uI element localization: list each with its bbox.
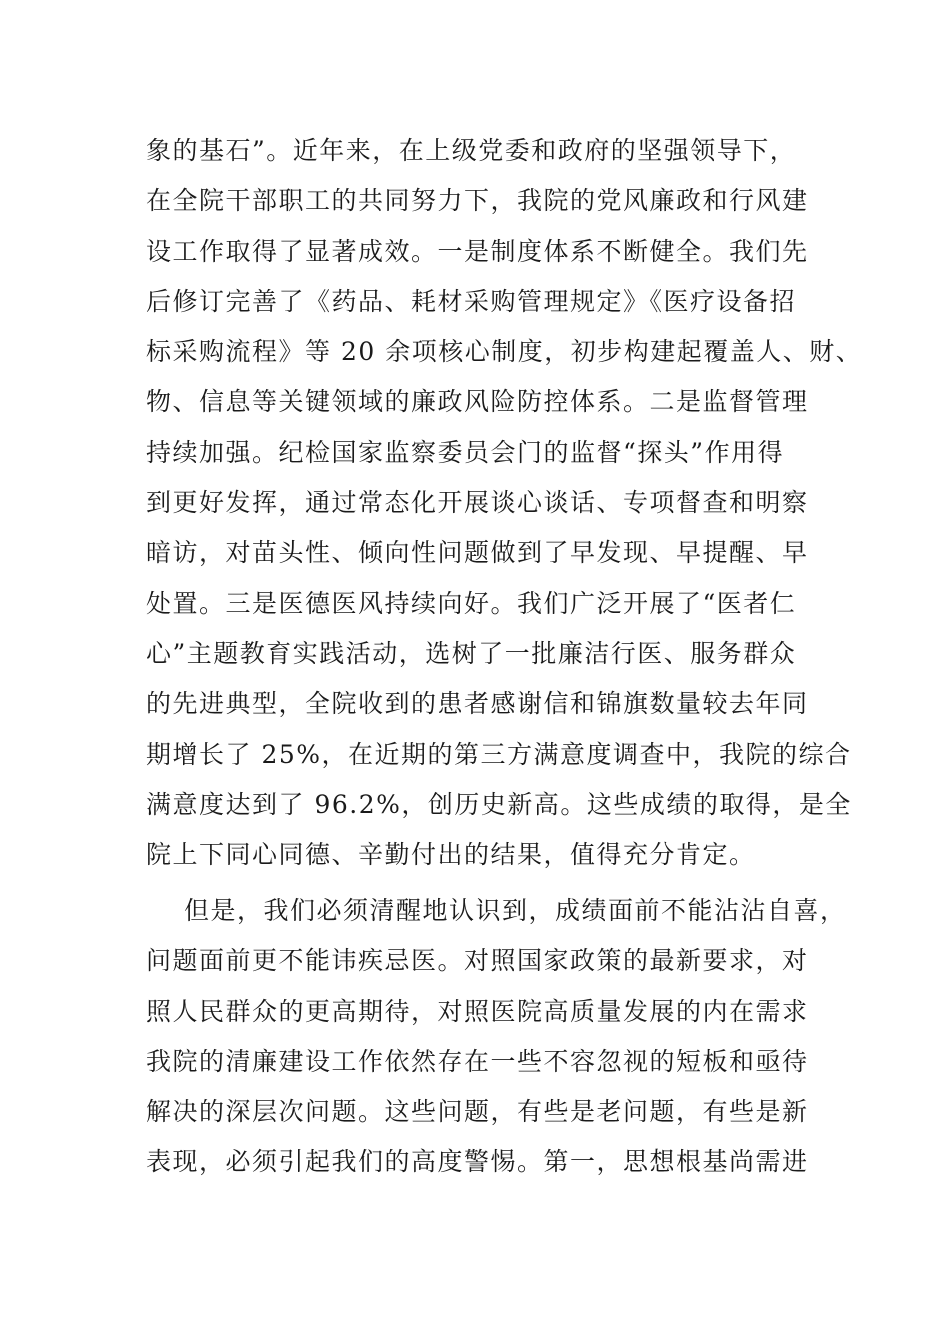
text-line: 心”主题教育实践活动，选树了一批廉洁行医、服务群众 — [146, 638, 797, 668]
text-line: 院上下同心同德、辛勤付出的结果，值得充分肯定。 — [146, 840, 756, 870]
text-line: 物、信息等关键领域的廉政风险防控体系。二是监督管理 — [146, 387, 809, 417]
text-line: 我院的清廉建设工作依然存在一些不容忽视的短板和亟待 — [146, 1046, 809, 1076]
text-line: 期增长了 25%，在近期的第三方满意度调查中，我院的综合 — [146, 739, 852, 769]
text-line: 标采购流程》等 20 余项核心制度，初步构建起覆盖人、财、 — [146, 337, 863, 367]
paragraph-problems — [146, 886, 847, 1188]
text-line: 的先进典型，全院收到的患者感谢信和锦旗数量较去年同 — [146, 689, 809, 719]
text-line: 到更好发挥，通过常态化开展谈心谈话、专项督查和明察 — [146, 488, 809, 518]
text-line: 解决的深层次问题。这些问题，有些是老问题，有些是新 — [146, 1097, 809, 1127]
text-line: 表现，必须引起我们的高度警惕。第一，思想根基尚需进 — [146, 1147, 809, 1177]
text-line: 象的基石”。近年来，在上级党委和政府的坚强领导下， — [146, 136, 797, 165]
text-line: 在全院干部职工的共同努力下，我院的党风廉政和行风建 — [146, 186, 809, 216]
text-line: 满意度达到了 96.2%，创历史新高。这些成绩的取得，是全 — [146, 789, 852, 819]
text-line: 处置。三是医德医风持续向好。我们广泛开展了“医者仁 — [146, 588, 797, 618]
text-line: 持续加强。纪检国家监察委员会门的监督“探头”作用得 — [146, 437, 785, 467]
text-line: 但是，我们必须清醒地认识到，成绩面前不能沾沾自喜， — [184, 896, 847, 925]
paragraph-achievements — [146, 126, 863, 880]
text-line: 后修订完善了《药品、耗材采购管理规定》《医疗设备招 — [146, 286, 797, 316]
text-line: 问题面前更不能讳疾忌医。对照国家政策的最新要求，对 — [146, 946, 809, 976]
text-line: 设工作取得了显著成效。一是制度体系不断健全。我们先 — [146, 236, 809, 266]
text-line: 照人民群众的更高期待，对照医院高质量发展的内在需求 — [146, 996, 809, 1026]
text-line: 暗访，对苗头性、倾向性问题做到了早发现、早提醒、早 — [146, 538, 809, 568]
